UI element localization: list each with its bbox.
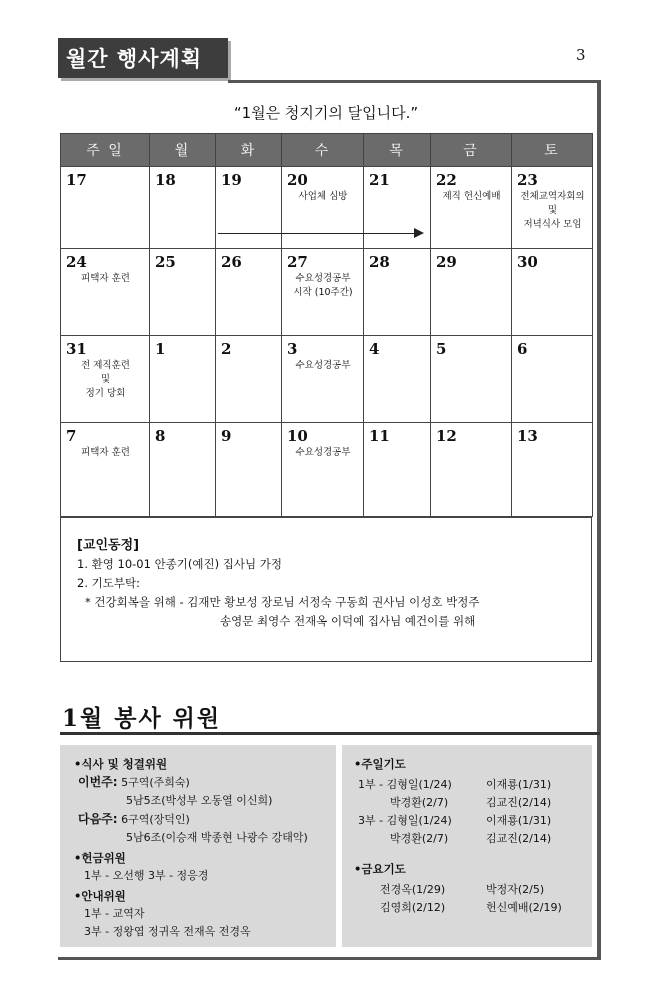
next-week-row bbox=[74, 810, 336, 829]
calendar-day-cell bbox=[512, 423, 593, 517]
calendar-day-cell bbox=[150, 167, 216, 249]
this-week-group: 5남5조(박성부 오동열 이신희) bbox=[126, 794, 273, 807]
calendar-event: 사업체 심방 bbox=[298, 191, 348, 202]
frame-top-rule bbox=[228, 80, 600, 83]
friday-prayer-row bbox=[354, 899, 592, 917]
monthly-quote: “1월은 청지기의 달입니다.” bbox=[233, 104, 419, 122]
calendar-day-cell bbox=[216, 167, 282, 249]
prayer-entry: 1부 - 김형일(1/24) bbox=[358, 778, 452, 791]
calendar-event: 피택자 훈련 bbox=[81, 447, 130, 458]
event-span-arrow bbox=[218, 233, 418, 234]
day-number: 28 bbox=[369, 253, 390, 271]
service-right-panel bbox=[342, 745, 592, 947]
calendar-week-row bbox=[61, 167, 593, 249]
day-number: 23 bbox=[517, 171, 538, 189]
monthly-calendar bbox=[60, 133, 593, 517]
usher-members: 3부 - 정왕엽 정귀옥 전재옥 전경옥 bbox=[84, 925, 251, 938]
day-number: 11 bbox=[369, 427, 390, 445]
next-week-label: 다음주: bbox=[78, 812, 118, 826]
calendar-day-cell bbox=[61, 336, 150, 423]
day-number: 24 bbox=[66, 253, 87, 271]
calendar-day-cell bbox=[150, 423, 216, 517]
prayer-entry: 전경옥(1/29) bbox=[380, 883, 446, 896]
day-number: 29 bbox=[436, 253, 457, 271]
calendar-day-cell bbox=[282, 249, 364, 336]
calendar-day-cell bbox=[282, 336, 364, 423]
day-number: 19 bbox=[221, 171, 242, 189]
sunday-prayer-row bbox=[354, 776, 592, 794]
calendar-day-cell bbox=[61, 249, 150, 336]
sunday-prayer-row bbox=[354, 794, 592, 812]
calendar-day-cell bbox=[431, 167, 512, 249]
day-number: 8 bbox=[155, 427, 166, 445]
day-number: 20 bbox=[287, 171, 308, 189]
day-number: 1 bbox=[155, 340, 166, 358]
service-title-rule bbox=[60, 732, 600, 735]
service-committee-title: 1월 봉사 위원 bbox=[62, 705, 222, 732]
day-number: 5 bbox=[436, 340, 447, 358]
arrow-head-icon bbox=[414, 228, 424, 238]
member-news-title: [교인동정] bbox=[77, 538, 140, 553]
calendar-event: 전체교역자회의 bbox=[520, 191, 585, 202]
day-number: 7 bbox=[66, 427, 77, 445]
weekday-sat: 토 bbox=[512, 134, 593, 167]
calendar-day-cell bbox=[364, 423, 431, 517]
calendar-day-cell bbox=[216, 249, 282, 336]
calendar-week-row bbox=[61, 336, 593, 423]
calendar-event: 수요성경공부 bbox=[295, 447, 351, 458]
frame-right-rule bbox=[597, 80, 601, 958]
day-number: 27 bbox=[287, 253, 308, 271]
calendar-week-row bbox=[61, 423, 593, 517]
calendar-day-cell bbox=[216, 423, 282, 517]
weekday-wed: 수 bbox=[282, 134, 364, 167]
day-number: 22 bbox=[436, 171, 457, 189]
next-week-group: 5남6조(이승재 박종현 나광수 강태악) bbox=[126, 831, 308, 844]
next-week-district: 6구역(장덕인) bbox=[117, 813, 190, 826]
service-left-panel bbox=[60, 745, 336, 947]
weekday-fri: 금 bbox=[431, 134, 512, 167]
calendar-day-cell bbox=[216, 336, 282, 423]
day-number: 26 bbox=[221, 253, 242, 271]
day-number: 6 bbox=[517, 340, 528, 358]
prayer-entry: 김영희(2/12) bbox=[380, 901, 446, 914]
usher-members: 1부 - 교역자 bbox=[84, 907, 145, 920]
weekday-tue: 화 bbox=[216, 134, 282, 167]
calendar-event: 정기 당회 bbox=[85, 388, 126, 399]
calendar-event: 저녁식사 모임 bbox=[523, 219, 582, 230]
this-week-row bbox=[74, 773, 336, 792]
day-number: 13 bbox=[517, 427, 538, 445]
prayer-entry: 박경환(2/7) bbox=[390, 832, 449, 845]
calendar-event: 수요성경공부 bbox=[295, 360, 351, 371]
day-number: 25 bbox=[155, 253, 176, 271]
prayer-entry: 이재룡(1/31) bbox=[486, 778, 552, 791]
calendar-event: 및 bbox=[100, 374, 111, 385]
prayer-entry: 김교진(2/14) bbox=[486, 832, 552, 845]
prayer-entry: 박경환(2/7) bbox=[390, 796, 449, 809]
calendar-day-cell bbox=[512, 167, 593, 249]
sunday-prayer-row bbox=[354, 812, 592, 830]
offering-members: 1부 - 오선행 3부 - 정응경 bbox=[84, 869, 209, 882]
calendar-day-cell bbox=[431, 336, 512, 423]
day-number: 2 bbox=[221, 340, 232, 358]
calendar-day-cell bbox=[512, 336, 593, 423]
day-number: 3 bbox=[287, 340, 298, 358]
day-number: 4 bbox=[369, 340, 380, 358]
weekday-sun: 주 일 bbox=[61, 134, 150, 167]
calendar-event: 제직 헌신예배 bbox=[442, 191, 501, 202]
this-week-label: 이번주: bbox=[78, 775, 118, 789]
calendar-day-cell bbox=[364, 336, 431, 423]
page-title: 월간 행사계획 bbox=[58, 38, 228, 78]
news-item-welcome: 1. 환영 10-01 안종기(예진) 집사님 가정 bbox=[77, 557, 282, 571]
calendar-day-cell bbox=[364, 249, 431, 336]
day-number: 17 bbox=[66, 171, 87, 189]
day-number: 12 bbox=[436, 427, 457, 445]
sunday-prayer-heading: •주일기도 bbox=[354, 757, 406, 771]
calendar-event: 및 bbox=[547, 205, 558, 216]
calendar-day-cell bbox=[61, 423, 150, 517]
calendar-event: 피택자 훈련 bbox=[81, 273, 130, 284]
prayer-request-line: * 건강회복을 위해 - 김재만 황보성 장로님 서정숙 구동희 권사님 이성호 박정주 bbox=[85, 595, 480, 609]
calendar-event: 시작 (10주간) bbox=[293, 287, 353, 298]
page-number: 3 bbox=[576, 46, 586, 64]
calendar-event: 수요성경공부 bbox=[295, 273, 351, 284]
calendar-day-cell bbox=[512, 249, 593, 336]
prayer-entry: 3부 - 김형일(1/24) bbox=[358, 814, 452, 827]
day-number: 10 bbox=[287, 427, 308, 445]
usher-committee-heading: •안내위원 bbox=[74, 889, 126, 903]
prayer-entry: 김교진(2/14) bbox=[486, 796, 552, 809]
day-number: 31 bbox=[66, 340, 87, 358]
friday-prayer-heading: •금요기도 bbox=[354, 862, 406, 876]
meal-committee-heading: •식사 및 청결위원 bbox=[74, 757, 168, 771]
prayer-request-line: 송영문 최영수 전재옥 이덕예 집사님 예건이를 위해 bbox=[220, 614, 476, 628]
day-number: 18 bbox=[155, 171, 176, 189]
calendar-day-cell bbox=[150, 336, 216, 423]
offering-committee-heading: •헌금위원 bbox=[74, 851, 126, 865]
calendar-day-cell bbox=[431, 423, 512, 517]
friday-prayer-row bbox=[354, 881, 592, 899]
frame-bottom-rule bbox=[58, 957, 601, 960]
calendar-day-cell bbox=[431, 249, 512, 336]
calendar-day-cell bbox=[282, 167, 364, 249]
calendar-day-cell bbox=[282, 423, 364, 517]
prayer-entry: 헌신예배(2/19) bbox=[486, 901, 562, 914]
day-number: 21 bbox=[369, 171, 390, 189]
weekday-thu: 목 bbox=[364, 134, 431, 167]
calendar-day-cell bbox=[61, 167, 150, 249]
prayer-entry: 박정자(2/5) bbox=[486, 883, 545, 896]
calendar-week-row bbox=[61, 249, 593, 336]
calendar-day-cell bbox=[150, 249, 216, 336]
sunday-prayer-row bbox=[354, 830, 592, 848]
weekday-mon: 월 bbox=[150, 134, 216, 167]
member-news-box bbox=[60, 517, 592, 662]
calendar-event: 전 제직훈련 bbox=[81, 360, 130, 371]
prayer-entry: 이재룡(1/31) bbox=[486, 814, 552, 827]
this-week-district: 5구역(주희숙) bbox=[117, 776, 190, 789]
weekday-header-row bbox=[61, 134, 593, 167]
day-number: 9 bbox=[221, 427, 232, 445]
day-number: 30 bbox=[517, 253, 538, 271]
news-item-prayer: 2. 기도부탁: bbox=[77, 576, 140, 590]
